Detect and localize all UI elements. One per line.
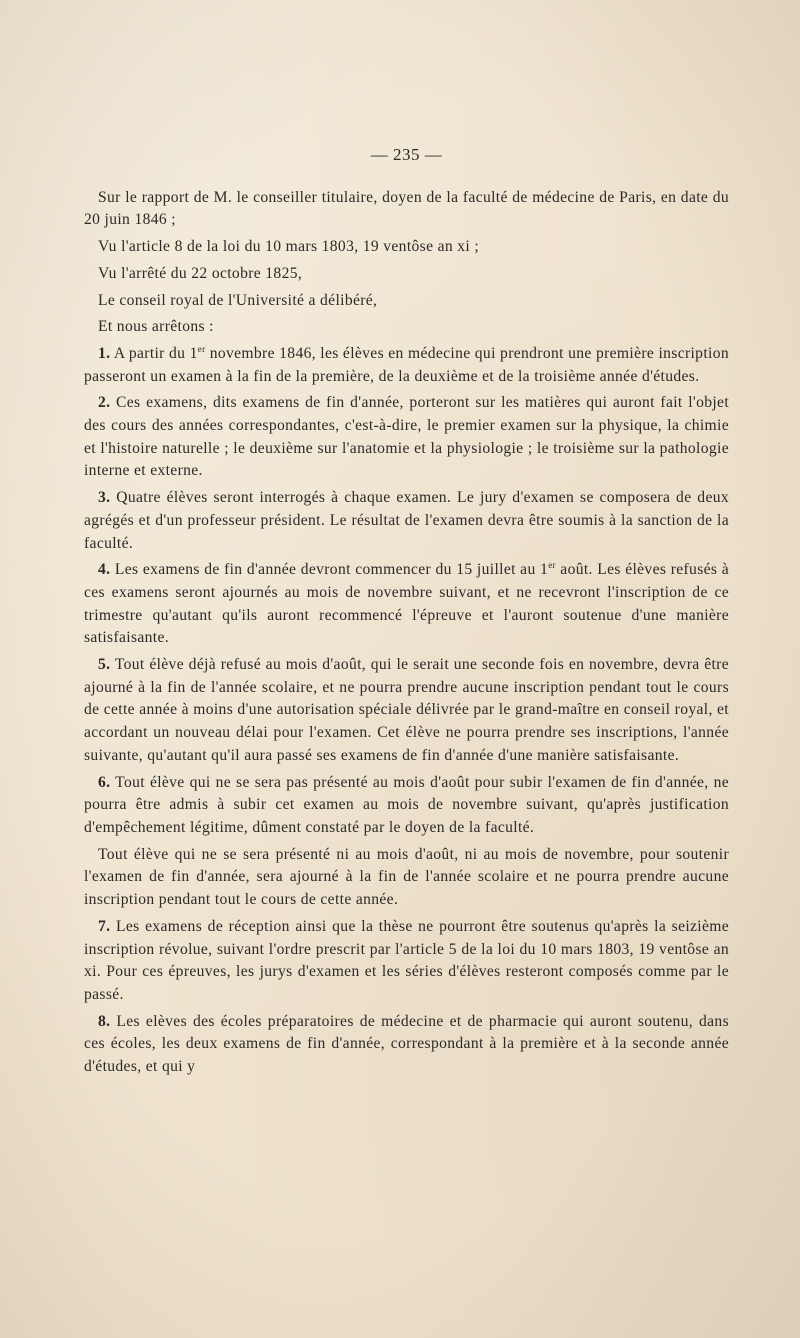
preamble-line: Vu l'arrêté du 22 octobre 1825, — [98, 264, 303, 282]
article-1 — [84, 343, 729, 388]
document-page — [84, 138, 729, 1083]
article-2 — [84, 392, 729, 483]
article-text: août. Les élèves refusés à ces examens seront ajournés au mois de novembre suivant, et ne recevront l'inscription de ce trimestre qu'autant qu'ils auront recommencé l'épreuve et l'auront soutenue d'une manière satisfaisante. — [84, 561, 729, 647]
preamble-line: Le conseil royal de l'Université a délibéré, — [98, 291, 378, 309]
article-4 — [84, 559, 729, 650]
article-3 — [84, 487, 729, 555]
article-7 — [84, 916, 729, 1007]
article-8 — [84, 1011, 729, 1079]
article-5 — [84, 654, 729, 768]
article-number: 7. — [98, 917, 111, 935]
preamble — [84, 187, 729, 339]
preamble-line: Vu l'article 8 de la loi du 10 mars 1803, 19 ventôse an xi ; — [98, 238, 480, 256]
superscript: er — [197, 343, 206, 354]
article-number: 8. — [98, 1012, 111, 1030]
article-number: 2. — [98, 394, 111, 412]
article-text: Tout élève qui ne se sera présenté ni au mois d'août, ni au mois de novembre, pour soutenir l'examen de fin d'année, sera ajourné à la fin de l'année scolaire et ne pourra prendre aucune inscription pendant tout le cours de cette année. — [84, 845, 729, 909]
article-number: 4. — [98, 561, 111, 579]
articles — [84, 343, 729, 1079]
article-number: 6. — [98, 773, 111, 791]
preamble-line: Et nous arrêtons : — [98, 318, 214, 336]
article-text: Les examens de réception ainsi que la thèse ne pourront être soutenus qu'après la seizième inscription révolue, suivant l'ordre prescrit par l'article 5 de la loi du 10 mars 1803, 19 ventôse an xi. Pour ces épreuves, les jurys d'examen et les séries d'élèves resteront composés comme par le passé. — [84, 917, 729, 1003]
article-number: 3. — [98, 489, 111, 507]
article-text: Tout élève déjà refusé au mois d'août, qui le serait une seconde fois en novembre, devra être ajourné à la fin de l'année scolaire, et ne pourra prendre aucune inscription pendant tout le cours de cette année à moins d'une autorisation spéciale délivrée par le grand-maître en conseil royal, et accordant un nouveau délai pour l'examen. Cet élève ne pourra prendre ses inscriptions, l'année suivante, qu'autant qu'il aura passé ses examens de fin d'année d'une manière satisfaisante. — [84, 656, 729, 764]
article-text: Les elèves des écoles préparatoires de médecine et de pharmacie qui auront soutenu, dans ces écoles, les deux examens de fin d'année, correspondant à la première et à la seconde année d'études, et qui y — [84, 1012, 730, 1076]
article-number: 5. — [98, 656, 111, 674]
article-text: Les examens de fin d'année devront commencer du 15 juillet au 1 — [114, 561, 549, 579]
article-text: novembre 1846, les élèves en médecine qui prendront une première inscription passeront un examen à la fin de la première, de la deuxième et de la troisième année d'études. — [84, 344, 729, 385]
article-number: 1. — [98, 344, 111, 362]
article-6-continued — [84, 844, 729, 912]
preamble-line: Sur le rapport de M. le conseiller titulaire, doyen de la faculté de médecine de Paris, en date du 20 juin 1846 ; — [84, 188, 729, 229]
superscript: er — [548, 560, 556, 571]
article-text: Tout élève qui ne se sera pas présenté au mois d'août pour subir l'examen de fin d'année, ne pourra être admis à subir cet examen au mois de novembre suivant, qu'après justification d'empêchement légitime, dûment constaté par le doyen de la faculté. — [84, 773, 729, 836]
article-text: A partir du 1 — [113, 344, 198, 362]
page-number: — 235 — — [370, 145, 443, 164]
article-text: Ces examens, dits examens de fin d'année, porteront sur les matières qui auront fait l'objet des cours des années correspondantes, c'est-à-dire, le premier examen sur la physique, la chimie et l'histoire naturelle ; le deuxième sur l'anatomie et la physiologie ; le troisième sur la pathologie interne et externe. — [84, 394, 729, 480]
article-text: Quatre élèves seront interrogés à chaque examen. Le jury d'examen se composera de deux agrégés et d'un professeur président. Le résultat de l'examen devra être soumis à la sanction de la faculté. — [84, 489, 730, 552]
article-6 — [84, 772, 729, 840]
